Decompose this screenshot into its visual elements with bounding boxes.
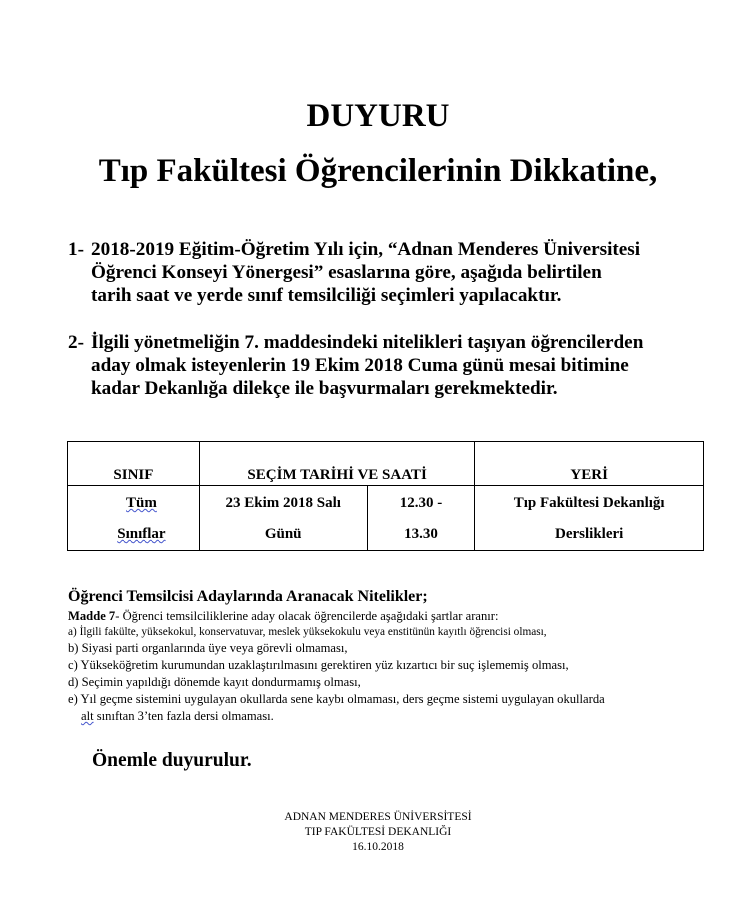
item-line: kadar Dekanlığa dilekçe ile başvurmaları gerekmektedir. xyxy=(91,378,558,399)
requirement-e-continued: alt sınıftan 3’ten fazla dersi olmaması. xyxy=(81,709,274,723)
footer-date: 16.10.2018 xyxy=(352,841,404,853)
page-subtitle: Tıp Fakültesi Öğrencilerinin Dikkatine, xyxy=(98,153,658,189)
item-line: 2018-2019 Eğitim-Öğretim Yılı için, “Adnan Menderes Üniversitesi xyxy=(91,239,641,260)
requirement-a: a) İlgili fakülte, yüksekokul, konservatuvar, meslek yüksekokulu veya enstitünün kayıtlı öğrencisi olması, xyxy=(68,626,547,638)
item-number: 1- xyxy=(68,239,84,260)
footer-university: ADNAN MENDERES ÜNİVERSİTESİ xyxy=(284,811,472,823)
article-line: Madde 7- Öğrenci temsilciliklerine aday olacak öğrencilerde aşağıdaki şartlar aranır: xyxy=(68,609,499,623)
footer-deanery: TIP FAKÜLTESİ DEKANLIĞI xyxy=(304,826,452,838)
header-class: SINIF xyxy=(68,442,200,486)
item-number: 2- xyxy=(68,332,84,353)
article-label: Madde 7 xyxy=(68,609,116,623)
item-line: Öğrenci Konseyi Yönergesi” esaslarına göre, aşağıda belirtilen xyxy=(91,262,602,283)
item-line: tarih saat ve yerde sınıf temsilciliği seçimleri yapılacaktır. xyxy=(91,285,562,306)
page-title: DUYURU xyxy=(306,98,450,134)
election-schedule-table xyxy=(67,441,704,551)
closing-note: Önemle duyurulur. xyxy=(92,750,252,771)
requirements-title: Öğrenci Temsilcisi Adaylarında Aranacak Nitelikler; xyxy=(68,588,428,605)
requirement-b: b) Siyasi parti organlarında üye veya görevli olmaması, xyxy=(68,641,348,655)
cell-date: 23 Ekim 2018 Salı Günü xyxy=(199,486,367,551)
table-row xyxy=(68,486,704,551)
cell-time: 12.30 - 13.30 xyxy=(367,486,475,551)
header-datetime: SEÇİM TARİHİ VE SAATİ xyxy=(199,442,475,486)
requirement-c: c) Yükseköğretim kurumundan uzaklaştırılmasını gerektiren yüz kızartıcı bir suç işlememiş olması, xyxy=(68,658,569,672)
item-line: İlgili yönetmeliğin 7. maddesindeki nitelikleri taşıyan öğrencilerden xyxy=(91,332,644,353)
cell-class: Tüm Sınıflar xyxy=(68,486,200,551)
requirement-e: e) Yıl geçme sistemini uygulayan okullarda sene kaybı olmaması, ders geçme sistemi uygulayan okullarda xyxy=(68,692,605,706)
cell-place: Tıp Fakültesi Dekanlığı Derslikleri xyxy=(475,486,704,551)
item-line: aday olmak isteyenlerin 19 Ekim 2018 Cuma günü mesai bitimine xyxy=(91,355,629,376)
requirement-d: d) Seçimin yapıldığı dönemde kayıt dondurmamış olması, xyxy=(68,675,361,689)
header-place: YERİ xyxy=(475,442,704,486)
table-header-row xyxy=(68,442,704,486)
